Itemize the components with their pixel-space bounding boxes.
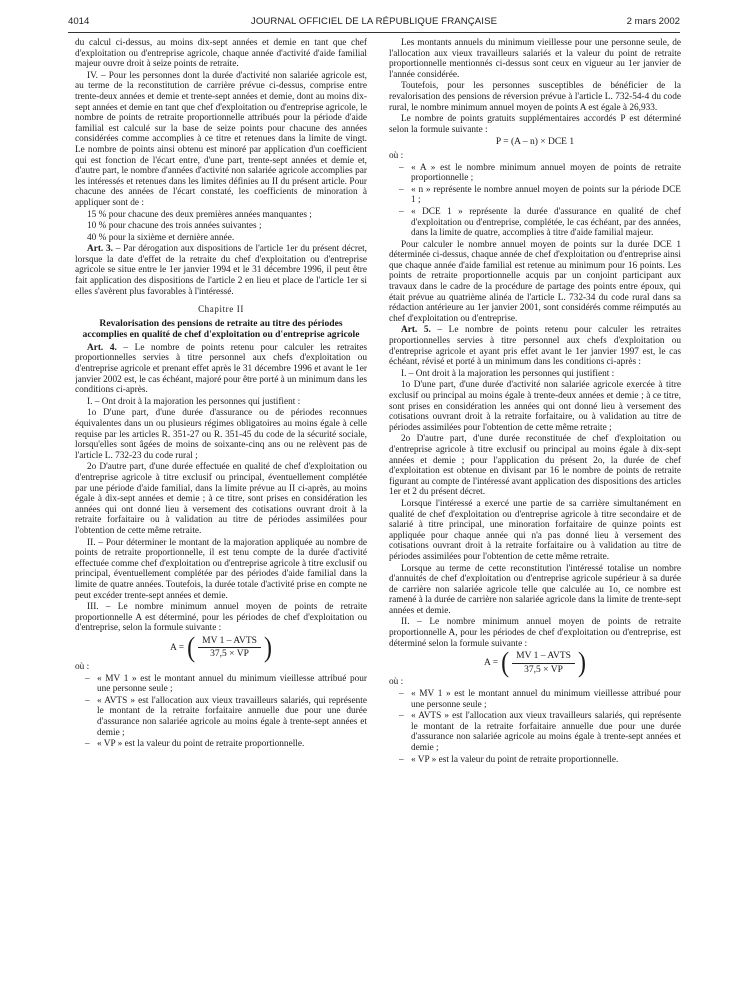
header-rule xyxy=(68,32,680,33)
list-item: – « MV 1 » est le montant annuel du minimum vieillesse attribué pour une personne seule ; xyxy=(75,674,367,695)
fraction xyxy=(512,651,575,675)
chapter-heading: Chapitre II xyxy=(198,304,244,315)
where-label: où : xyxy=(389,150,404,161)
paragraph: II. – Pour déterminer le montant de la majoration appliquée au nombre de points de retraite proportionnelle, il est tenu compte de la durée d'activité effectuée comme chef d'exploitation ou d'entreprise agricole à titre exclusif ou principal, éventuellement complétée par des périodes d'aide familial dans la limite de quatre années. Toutefois, la durée totale d'activité prise en compte ne peut excéder trente-sept années et demie. xyxy=(75,537,367,601)
paragraph: Les montants annuels du minimum vieillesse pour une personne seule, de l'allocation aux vieux travailleurs salariés et la valeur du point de retraite proportionnelle mentionnés ci-dessus sont ceux en vigueur au 1er janvier de l'année considérée. xyxy=(389,38,681,80)
article-text: – Le nombre de points retenu pour calculer les retraites proportionnelles servies à titre personnel aux chefs d'exploitation ou d'entreprise agricole et prenant effet après le 31 décembre 1996 et avant le 1er janvier 2002 est, le cas échéant, majoré pour être porté à un minimum dans les conditions ci-après. xyxy=(75,342,367,396)
list-item: – « A » est le nombre minimum annuel moyen de points de retraite proportionnelle ; xyxy=(389,163,681,184)
formula-lhs: A = xyxy=(170,642,185,653)
paragraph: III. – Le nombre minimum annuel moyen de points de retraite proportionnelle A est déterminé, pour les périodes de chef d'exploitation ou d'entreprise, selon la formule suivante : xyxy=(75,602,367,634)
paragraph: Lorsque au terme de cette reconstitution l'intéressé totalise un nombre d'annuités de chef d'exploitation ou d'entreprise agricole supérieur à sa durée de carrière non salariée agricole telle que calculée au 1o, ce nombre est ramené à la durée de carrière non salariée agricole dans la limite de trente-sept années et demie. xyxy=(389,563,681,616)
right-column xyxy=(389,38,681,978)
article-3 xyxy=(75,244,367,297)
chapter-title: Revalorisation des pensions de retraite au titre des périodes accomplies en qualité de chef d'exploitation ou d'entreprise agricole xyxy=(82,317,360,340)
fraction xyxy=(198,636,261,660)
paragraph: Lorsque l'intéressé a exercé une partie de sa carrière simultanément en qualité de chef d'exploitation ou d'entreprise agricole à titre secondaire et de salarié à titre principal, une minoration forfaitaire de quinze points est appliquée pour chaque année qui n'a pas donné lieu à versement des cotisations ouvrant droit à la retraite forfaitaire ou à validation au titre de périodes assimilées pour l'obtention de cette même retraite. xyxy=(389,498,681,562)
numerator: MV 1 – AVTS xyxy=(198,636,261,649)
list-item: – « AVTS » est l'allocation aux vieux travailleurs salariés, qui représente le montant de la retraite forfaitaire annuelle due pour une durée d'assurance non salariée agricole au moins égale à trente-sept années et demie ; xyxy=(389,711,681,753)
paragraph: I. – Ont droit à la majoration les personnes qui justifient : xyxy=(87,396,301,407)
paragraph: Le nombre de points gratuits supplémentaires accordés P est déterminé selon la formule suivante : xyxy=(389,114,681,135)
article-label: Art. 4. xyxy=(87,342,117,353)
list-item: – « MV 1 » est le montant annuel du minimum vieillesse attribué pour une personne seule ; xyxy=(389,689,681,710)
definition-list xyxy=(75,674,367,750)
article-label: Art. 3. xyxy=(87,244,113,255)
formula-lhs: A = xyxy=(484,658,499,669)
paragraph: du calcul ci-dessus, au moins dix-sept années et demie en tant que chef d'exploitation ou d'entreprise agricole, chaque année d'activité d'aide familial majeur ouvre droit à seize points de retraite. xyxy=(75,38,367,70)
article-5 xyxy=(389,325,681,367)
close-paren: ) xyxy=(263,632,272,664)
close-paren: ) xyxy=(577,647,586,679)
formula xyxy=(75,632,367,664)
issue-date: 2 mars 2002 xyxy=(626,16,680,27)
paragraph: I. – Ont droit à la majoration les personnes qui justifient : xyxy=(401,368,615,379)
percentage-item: 40 % pour la sixième et dernière année. xyxy=(87,232,235,243)
article-text: – Le nombre de points retenu pour calculer les retraites proportionnelles servies à titre personnel aux chefs d'exploitation ou d'entreprise agricole et ayant pris effet avant le 1er janvier 1997 est, le cas échéant, révisé et porté à un minimum dans les conditions ci-après : xyxy=(389,325,681,368)
paragraph: 2o D'autre part, d'une durée effectuée en qualité de chef d'exploitation ou d'entreprise agricole à titre exclusif ou principal, éventuellement complétée par une période d'aide familial, dans la limite prévue au II ci-après, au moins égale à dix-sept années et demie ; à ce titre, sont prises en considération les années qui ont donné lieu à versement des cotisations ouvrant droit à la retraite forfaitaire ou à validation au titre de périodes assimilées pour l'obtention de cette même retraite. xyxy=(75,462,367,536)
percentage-item: 10 % pour chacune des trois années suivantes ; xyxy=(87,221,262,232)
denominator: 37,5 × VP xyxy=(210,649,249,660)
paragraph: Toutefois, pour les personnes susceptibles de bénéficier de la revalorisation des pensions de réversion prévue à l'article L. 732-54-4 du code rural, le nombre minimum annuel moyen de points A est égale à 26,933. xyxy=(389,81,681,113)
open-paren: ( xyxy=(501,647,510,679)
definition-list xyxy=(389,689,681,765)
journal-title: JOURNAL OFFICIEL DE LA RÉPUBLIQUE FRANÇAISE xyxy=(250,16,498,27)
where-label: où : xyxy=(389,677,404,688)
formula xyxy=(389,647,681,679)
where-label: où : xyxy=(75,662,90,673)
list-item: – « DCE 1 » représente la durée d'assurance en qualité de chef d'exploitation ou d'entreprise, complétée, le cas échéant, par des années, dans la limite de quatre, accomplies à titre d'aide familial majeur. xyxy=(389,207,681,239)
definition-list xyxy=(389,163,681,239)
list-item: – « AVTS » est l'allocation aux vieux travailleurs salariés, qui représente le montant de la retraite forfaitaire annuelle due pour une durée d'assurance non salariée agricole au moins égale à trente-sept années et demie ; xyxy=(75,696,367,738)
percentage-item: 15 % pour chacune des deux premières années manquantes ; xyxy=(87,209,312,220)
page-number: 4014 xyxy=(68,16,90,27)
left-column xyxy=(75,38,367,978)
list-item: – « VP » est la valeur du point de retraite proportionnelle. xyxy=(389,755,681,766)
article-4 xyxy=(75,343,367,396)
paragraph: 1o D'une part, d'une durée d'activité non salariée agricole exercée à titre exclusif ou principal au moins égale à trente-deux années et demie ; à ce titre, sont prises en considération les années qui ont donné lieu à versement des cotisations ouvrant droit à la retraite forfaitaire, ou à validation au titre de périodes assimilées pour l'obtention de cette même retraite ; xyxy=(389,380,681,433)
paragraph: 2o D'autre part, d'une durée reconstituée de chef d'exploitation ou d'entreprise agricole à titre exclusif ou principal au moins égale à dix-sept années et demie ; pour l'application du présent 2o, la durée de chef d'exploitation est obtenue en divisant par 16 le nombre de points de retraite figurant au compte de l'intéressé avant application des dispositions des articles 1er et 2 du présent décret. xyxy=(389,434,681,498)
article-label: Art. 5. xyxy=(401,325,431,336)
points-formula: P = (A – n) × DCE 1 xyxy=(495,137,575,148)
numerator: MV 1 – AVTS xyxy=(512,651,575,664)
paragraph: 1o D'une part, d'une durée d'assurance ou de périodes reconnues équivalentes dans un ou plusieurs régimes obligatoires au moins égale à celle requise par les articles R. 351-27 ou R. 351-45 du code de la sécurité sociale, lorsqu'elles sont âgées de moins de soixante-cinq ans ou ne relèvent pas de l'article L. 732-23 du code rural ; xyxy=(75,408,367,461)
paragraph: II. – Le nombre minimum annuel moyen de points de retraite proportionnelle A, pour les périodes de chef d'exploitation ou d'entreprise, est déterminé selon la formule suivante : xyxy=(389,617,681,649)
page-header xyxy=(68,16,680,32)
paragraph: IV. – Pour les personnes dont la durée d'activité non salariée agricole est, au terme de la reconstitution de carrière prévue ci-dessus, comprise entre trente-deux années et demie et trente-sept années et demie, dont au moins dix-sept années et demie en tant que chef d'exploitation ou d'entreprise agricole, le nombre de points de retraite proportionnelle attribués pour la période d'aide familial est calculé sur la base de seize points pour chacune des années considérées comme accomplies à ce titre et retenues dans la limite de vingt. Le nombre de points ainsi obtenu est minoré par application d'un coefficient qui est fonction de l'écart entre, d'une part, trente-sept années et demie et, d'autre part, le nombre d'années d'activité non salariée agricole accomplies par les intéressés et retenues dans les limites définies au II du présent article. Pour chacune des années de l'écart constaté, les coefficients de minoration à appliquer sont de : xyxy=(75,70,367,208)
open-paren: ( xyxy=(187,632,196,664)
list-item: – « VP » est la valeur du point de retraite proportionnelle. xyxy=(75,739,367,750)
denominator: 37,5 × VP xyxy=(524,664,563,675)
list-item: – « n » représente le nombre annuel moyen de points sur la période DCE 1 ; xyxy=(389,185,681,206)
article-text: – Par dérogation aux dispositions de l'article 1er du présent décret, lorsque la date d'effet de la retraite du chef d'exploitation ou d'entreprise agricole se situe entre le 1er janvier 1994 et le 31 décembre 1996, il peut être fait application des dispositions de l'article 2 en lieu et place de l'article 1er si elles s'avèrent plus favorables à l'intéressé. xyxy=(75,244,367,297)
paragraph: Pour calculer le nombre annuel moyen de points sur la durée DCE 1 déterminée ci-dessus, chaque année de chef d'exploitation ou d'entreprise ainsi que chaque année d'aide familial est retenue au minimum pour 16 points. Les points de retraite proportionnelle acquis par un conjoint participant aux travaux dans le cadre de la procédure de partage des points entre époux, qui était prévue au quatrième alinéa de l'article L. 732-34 du code rural dans sa rédaction antérieure au 1er janvier 2001, sont considérés comme réimputés au chef d'exploitation ou d'entreprise. xyxy=(389,239,681,324)
